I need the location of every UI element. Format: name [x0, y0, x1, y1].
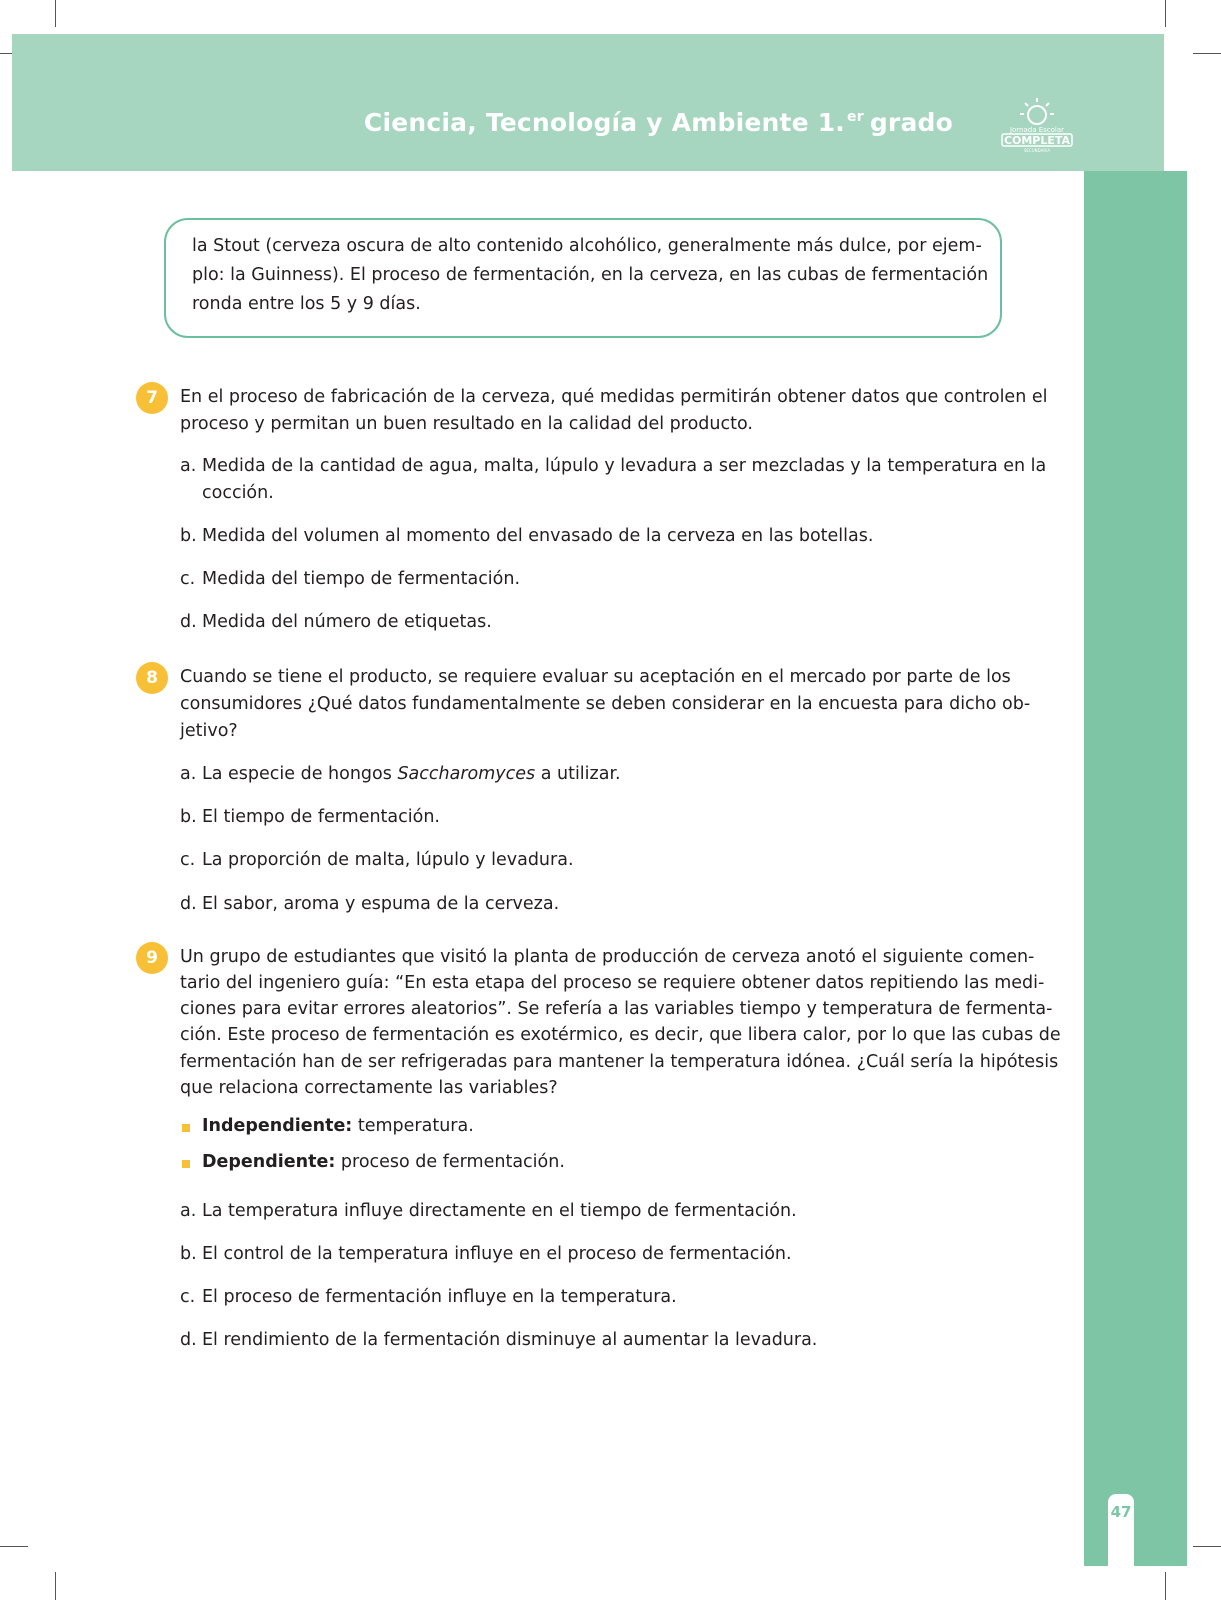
option-text: El sabor, aroma y espuma de la cerveza.	[202, 894, 560, 914]
question-7-option-b[interactable]	[180, 523, 873, 550]
option-letter: b.	[180, 807, 197, 827]
option-letter: d.	[180, 612, 197, 632]
question-9-stem-line: fermentación han de ser refrigeradas para mantener la temperatura idónea. ¿Cuál sería la hipótesis	[180, 1052, 1059, 1072]
option-text: El tiempo de fermentación.	[202, 807, 440, 827]
jornada-completa-logo	[996, 96, 1078, 154]
option-text: El proceso de fermentación influye en la temperatura.	[202, 1287, 677, 1307]
bullet-value: proceso de fermentación.	[335, 1152, 565, 1172]
svg-text:SECUNDARIA: SECUNDARIA	[1023, 148, 1051, 153]
option-letter: a.	[180, 456, 197, 476]
intro-line: plo: la Guinness). El proceso de fermentación, en la cerveza, en las cubas de fermentación	[192, 265, 989, 285]
question-9-stem-line: ción. Este proceso de fermentación es exotérmico, es decir, que libera calor, por lo que las cubas de	[180, 1025, 1061, 1045]
bullet-label: Dependiente:	[202, 1152, 336, 1172]
question-8-option-a[interactable]	[180, 761, 621, 788]
header-band	[12, 34, 1164, 171]
question-8-badge: 8	[136, 662, 168, 694]
bullet-label: Independiente:	[202, 1116, 353, 1136]
question-8-stem-line: consumidores ¿Qué datos fundamentalmente se deben considerar en la encuesta para dicho ob-	[180, 694, 1031, 714]
page-title	[364, 108, 953, 137]
option-letter: b.	[180, 526, 197, 546]
question-7-stem-line: proceso y permitan un buen resultado en la calidad del producto.	[180, 414, 753, 434]
option-text: Medida de la cantidad de agua, malta, lúpulo y levadura a ser mezcladas y la temperatura en la	[202, 456, 1047, 476]
question-7-option-d[interactable]	[180, 609, 492, 636]
crop-mark	[1193, 53, 1221, 54]
question-9-stem-line: Un grupo de estudiantes que visitó la planta de producción de cerveza anotó el siguiente comen-	[180, 947, 1035, 967]
option-text: La temperatura influye directamente en el tiempo de fermentación.	[202, 1201, 797, 1221]
crop-mark	[55, 1572, 56, 1600]
option-italic-text: Saccharomyces	[397, 764, 536, 784]
crop-mark	[1165, 0, 1166, 27]
crop-mark	[0, 1546, 28, 1547]
option-letter: b.	[180, 1244, 197, 1264]
crop-mark	[1193, 1546, 1221, 1547]
question-8-option-b[interactable]	[180, 804, 440, 831]
option-letter: a.	[180, 764, 197, 784]
title-superscript: er	[847, 109, 864, 125]
title-main: Ciencia, Tecnología y Ambiente 1.	[363, 108, 846, 137]
question-9-option-c[interactable]	[180, 1284, 677, 1311]
intro-line: ronda entre los 5 y 9 días.	[192, 294, 421, 314]
question-8-option-d[interactable]	[180, 891, 559, 918]
option-text: El rendimiento de la fermentación disminuye al aumentar la levadura.	[202, 1330, 818, 1350]
option-letter: c.	[180, 569, 196, 589]
title-end: grado	[869, 108, 953, 137]
bullet-value: temperatura.	[352, 1116, 474, 1136]
question-9-stem-line: que relaciona correctamente las variables?	[180, 1078, 558, 1098]
bullet-square-icon	[182, 1124, 190, 1132]
question-9-option-d[interactable]	[180, 1327, 817, 1354]
question-9-option-a[interactable]	[180, 1198, 797, 1225]
option-text: Medida del número de etiquetas.	[202, 612, 492, 632]
page-number: 47	[1110, 1503, 1132, 1521]
question-9-bullet-dependent	[202, 1149, 565, 1176]
option-text: a utilizar.	[535, 764, 621, 784]
crop-mark	[1165, 1572, 1166, 1600]
option-text: La proporción de malta, lúpulo y levadura.	[202, 850, 574, 870]
question-8-stem-line: jetivo?	[180, 721, 238, 741]
option-letter: c.	[180, 850, 196, 870]
question-7-option-a[interactable]	[180, 453, 1046, 480]
option-letter: d.	[180, 1330, 197, 1350]
option-text: El control de la temperatura influye en el proceso de fermentación.	[202, 1244, 792, 1264]
question-9-stem-line: tario del ingeniero guía: “En esta etapa del proceso se requiere obtener datos repitiendo las medi-	[180, 973, 1045, 993]
crop-mark	[55, 0, 56, 27]
question-9-option-b[interactable]	[180, 1241, 792, 1268]
option-letter: a.	[180, 1201, 197, 1221]
question-9-bullet-independent	[202, 1113, 474, 1140]
question-7-badge: 7	[136, 382, 168, 414]
option-letter: d.	[180, 894, 197, 914]
intro-line: la Stout (cerveza oscura de alto contenido alcohólico, generalmente más dulce, por ejem-	[192, 236, 982, 256]
question-9-badge: 9	[136, 942, 168, 974]
question-7-stem-line: En el proceso de fabricación de la cerveza, qué medidas permitirán obtener datos que controlen el	[180, 387, 1048, 407]
question-7-option-a-continuation: cocción.	[202, 483, 274, 503]
question-8-option-c[interactable]	[180, 847, 574, 874]
option-letter: c.	[180, 1287, 196, 1307]
option-text: Medida del tiempo de fermentación.	[202, 569, 521, 589]
side-band	[1084, 171, 1187, 1566]
question-7-option-c[interactable]	[180, 566, 520, 593]
question-8-stem-line: Cuando se tiene el producto, se requiere evaluar su aceptación en el mercado por parte de los	[180, 667, 1011, 687]
option-text: La especie de hongos	[202, 764, 398, 784]
question-9-stem-line: ciones para evitar errores aleatorios”. Se refería a las variables tiempo y temperatura de fermenta-	[180, 999, 1053, 1019]
intro-box	[164, 218, 1002, 338]
bullet-square-icon	[182, 1160, 190, 1168]
svg-text:Jornada Escolar: Jornada Escolar	[1009, 126, 1065, 134]
option-text: Medida del volumen al momento del envasado de la cerveza en las botellas.	[202, 526, 874, 546]
svg-text:COMPLETA: COMPLETA	[1003, 134, 1071, 147]
